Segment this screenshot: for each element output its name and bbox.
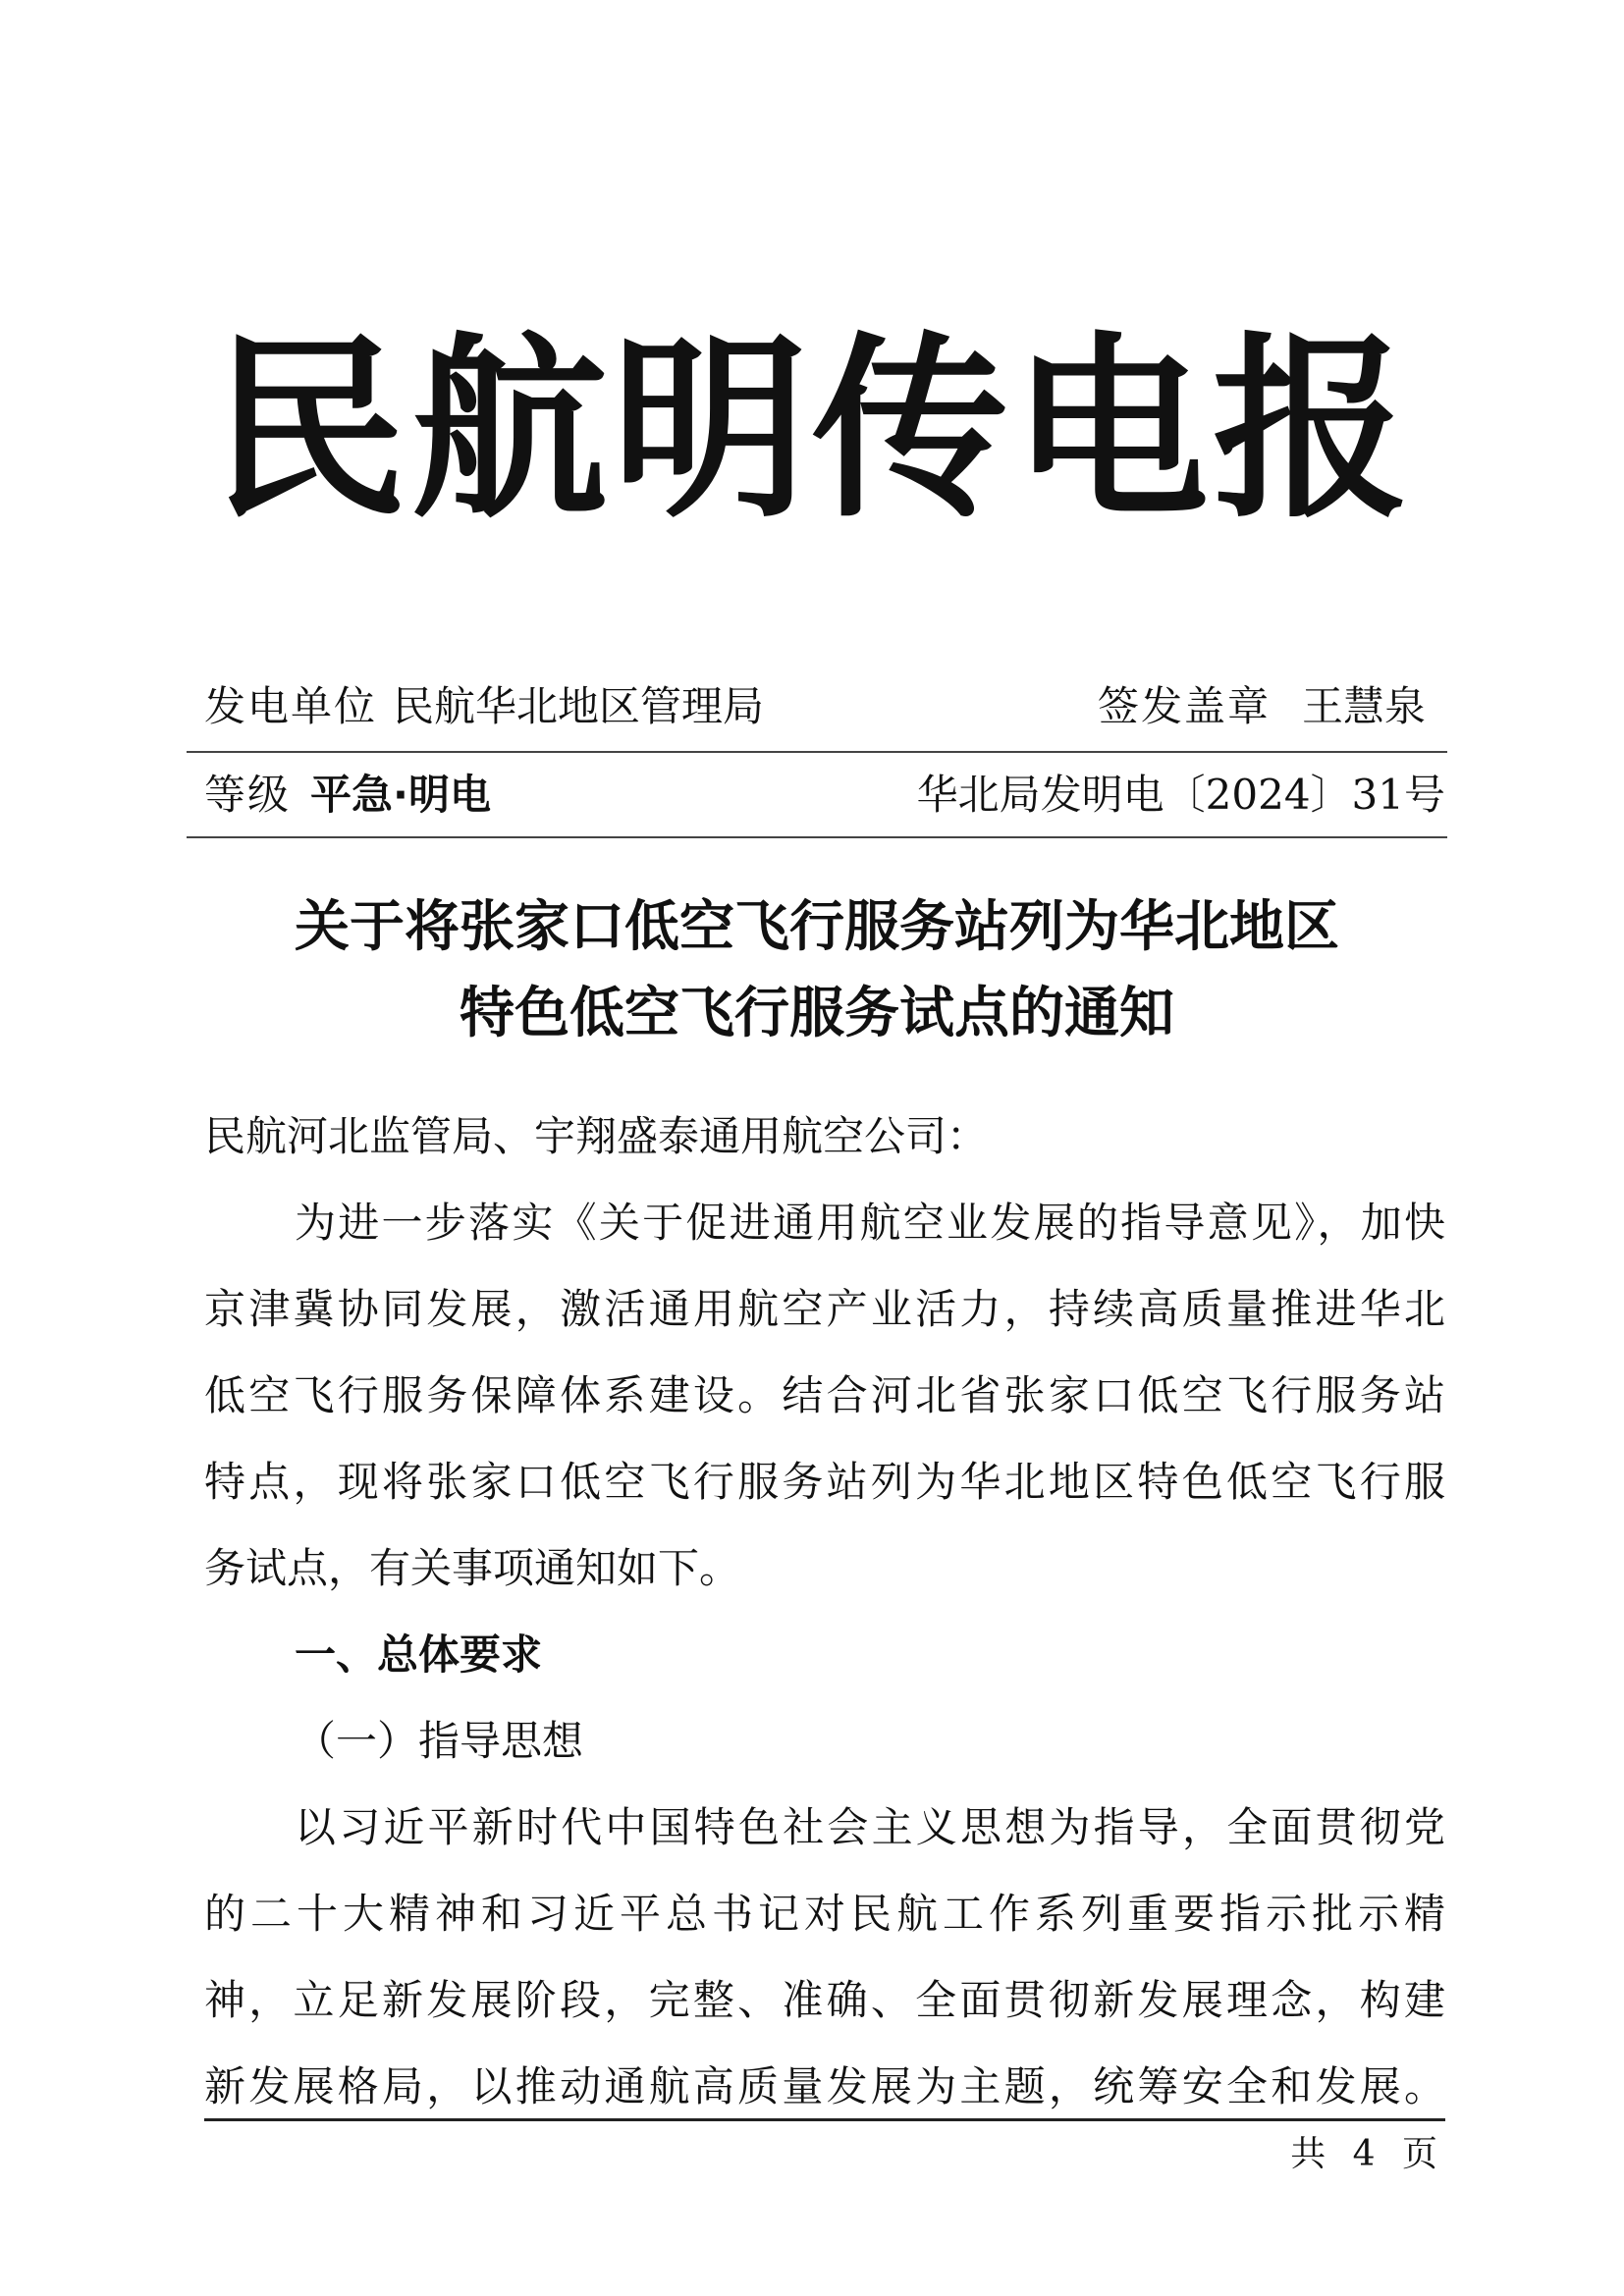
footer-divider	[204, 2118, 1445, 2121]
document-number: 华北局发明电〔2024〕31号	[916, 771, 1445, 819]
sender-info	[204, 677, 764, 736]
signer-info	[1098, 677, 1426, 736]
sender-label: 发电单位	[204, 682, 378, 730]
paragraph-line: 务试点，有关事项通知如下。	[204, 1544, 741, 1592]
paragraph-line: 的二十大精神和习近平总书记对民航工作系列重要指示批示精	[204, 1890, 1445, 1938]
signer-label: 签发盖章	[1097, 682, 1271, 730]
paragraph-line: 低空飞行服务保障体系建设。结合河北省张家口低空飞行服务站	[204, 1371, 1445, 1419]
sender-value: 民航华北地区管理局	[393, 682, 765, 730]
masthead-title: 民航明传电报	[210, 314, 1413, 545]
addressee: 民航河北监管局、宇翔盛泰通用航空公司：	[204, 1112, 989, 1160]
notice-title-line-1: 关于将张家口低空飞行服务站列为华北地区	[295, 894, 1339, 959]
paragraph-line: 新发展格局，以推动通航高质量发展为主题，统筹安全和发展。	[204, 2062, 1445, 2110]
header-divider-1	[187, 751, 1447, 753]
grade-value: 平急·明电	[310, 771, 491, 819]
grade-label: 等级	[204, 771, 292, 819]
grade-row	[204, 766, 1445, 825]
subsection-heading: （一）指导思想	[295, 1717, 584, 1765]
paragraph-line: 为进一步落实《关于促进通用航空业发展的指导意见》，加快	[295, 1199, 1445, 1247]
notice-title-line-2: 特色低空飞行服务试点的通知	[460, 981, 1174, 1045]
paragraph-line: 特点，现将张家口低空飞行服务站列为华北地区特色低空飞行服	[204, 1458, 1445, 1506]
header-divider-2	[187, 836, 1447, 838]
paragraph-line: 神，立足新发展阶段，完整、准确、全面贯彻新发展理念，构建	[204, 1976, 1445, 2024]
section-heading: 一、总体要求	[295, 1630, 543, 1679]
page-total: 共 4 页	[1290, 2134, 1445, 2174]
grade-info	[204, 766, 491, 825]
sender-row	[204, 677, 1445, 736]
signer-value: 王慧泉	[1301, 682, 1426, 730]
paragraph-line: 京津冀协同发展，激活通用航空产业活力，持续高质量推进华北	[204, 1285, 1445, 1333]
paragraph-line: 以习近平新时代中国特色社会主义思想为指导，全面贯彻党	[295, 1803, 1445, 1851]
